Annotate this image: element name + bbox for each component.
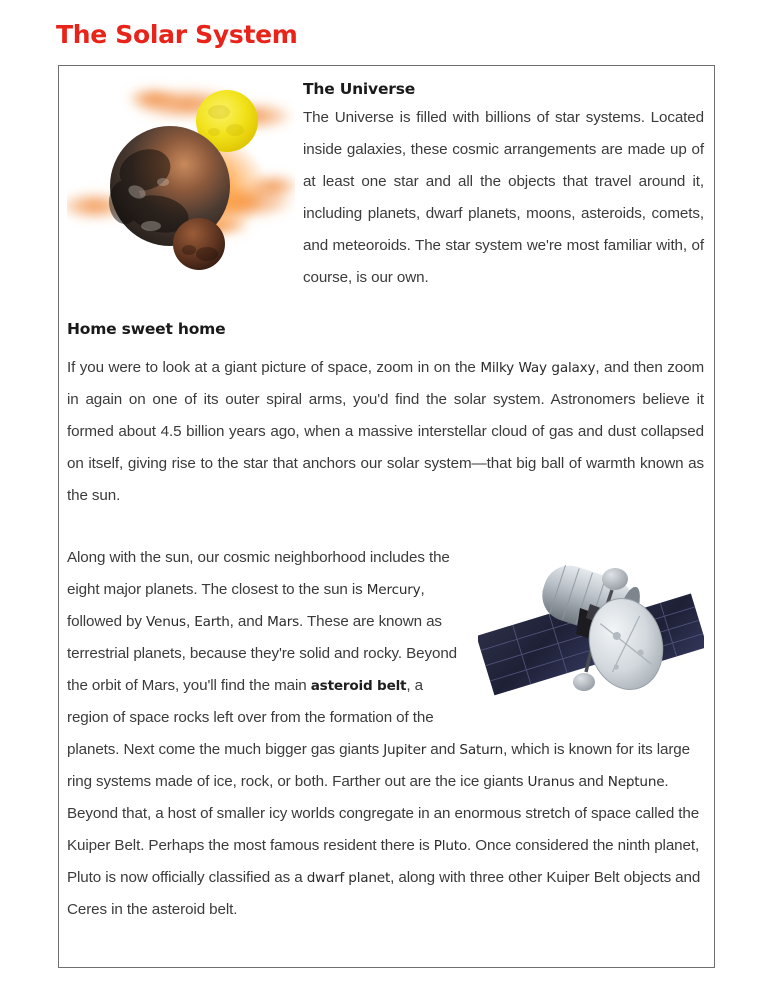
keyword-asteroid-belt: asteroid belt (310, 678, 407, 694)
keyword-mars: Mars (267, 614, 299, 630)
antenna-sphere-upper (602, 568, 628, 590)
text-run: , a region of space rocks left over from the formation of the planets. Next come the much bigger gas giants (67, 677, 434, 758)
content-inner (59, 66, 714, 967)
text-run: , and then zoom in again on one of its outer spiral arms, you'd find the solar system. Astronomers believe it formed about 4.5 billion years ago, when a massive interstellar cloud of gas and dust collapsed on itself, giving rise to the star that anchors our solar system—that big ball of warmth known as the sun. (67, 359, 704, 504)
text-run: . Once considered the ninth planet, Pluto is now officially classified as a (67, 837, 700, 886)
text-run: , and (229, 613, 268, 630)
text-run: , followed by (67, 581, 425, 630)
text-run: Along with the sun, our cosmic neighborhood includes the eight major planets. The closest to the sun is (67, 549, 450, 598)
content-frame (58, 65, 715, 968)
keyword-uranus: Uranus (527, 774, 575, 790)
keyword-neptune: Neptune (607, 774, 665, 790)
keyword-earth: Earth (194, 614, 230, 630)
keyword-saturn: Saturn (459, 742, 504, 758)
text-run: , (185, 613, 195, 630)
keyword-dwarf-planet: dwarf planet (306, 870, 391, 886)
section-heading-home-sweet-home: Home sweet home (67, 320, 226, 338)
page-title: The Solar System (56, 20, 298, 49)
keyword-mercury: Mercury (366, 582, 421, 598)
text-run: and (426, 741, 460, 758)
section-heading-universe: The Universe (303, 80, 416, 98)
text-run: , along with three other Kuiper Belt objects and Ceres in the asteroid belt. (67, 869, 701, 918)
text-run: . Beyond that, a host of smaller icy worlds congregate in an enormous stretch of space called the Kuiper Belt. Perhaps the most famous resident there is (67, 773, 700, 854)
small-moon (173, 218, 225, 270)
paragraph-universe-text: The Universe is filled with billions of star systems. Located inside galaxies, these cosmic arrangements are made up of at least one star and all the objects that travel around it, including planets, dwarf planets, moons, asteroids, comets, and meteoroids. The star system we're most familiar with, of course, is our own. (303, 109, 704, 286)
planets-illustration-graphic (67, 74, 295, 286)
antenna-sphere-lower (573, 673, 595, 691)
text-run: , which is known for its large ring systems made of ice, rock, or both. Farther out are the ice giants (67, 741, 690, 790)
keyword-pluto: Pluto (433, 838, 468, 854)
satellite-illustration-graphic (478, 546, 704, 706)
text-run: . These are known as terrestrial planets, because they're solid and rocky. Beyond the orbit of Mars, you'll find the main (67, 613, 458, 694)
planets-illustration (67, 74, 295, 286)
keyword-jupiter: Jupiter (383, 742, 427, 758)
paragraph-home-1 (67, 352, 704, 512)
keyword-milky-way-galaxy: Milky Way galaxy (480, 360, 596, 376)
keyword-venus: Venus (146, 614, 186, 630)
text-run: If you were to look at a giant picture of space, zoom in on the (67, 359, 481, 376)
text-run: and (574, 773, 608, 790)
satellite-illustration (478, 546, 704, 706)
